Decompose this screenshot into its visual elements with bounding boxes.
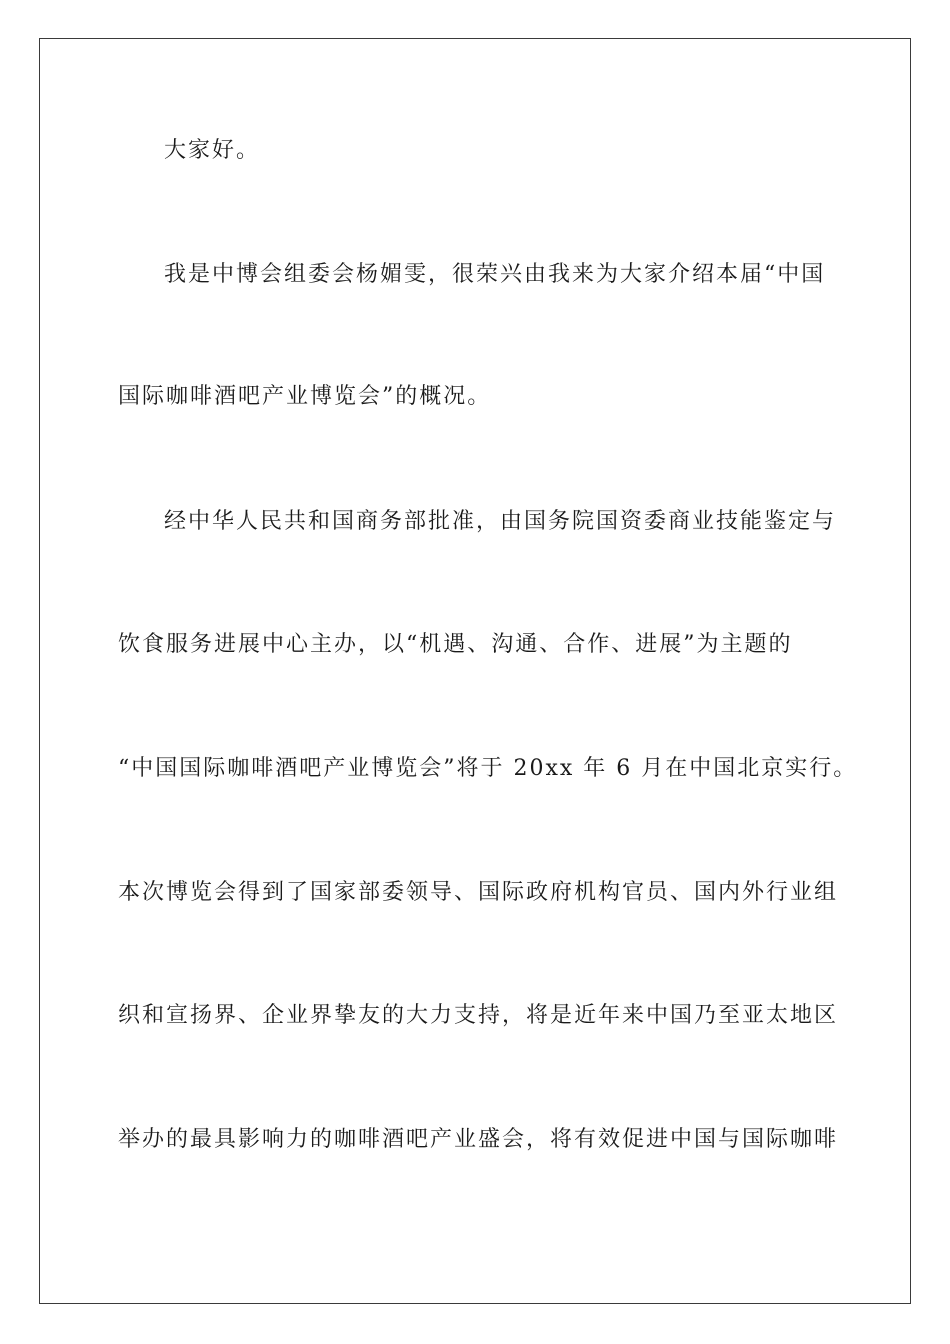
paragraph-intro-line-1: 我是中博会组委会杨媚雯，很荣兴由我来为大家介绍本届“中国 (164, 262, 826, 287)
paragraph-greeting: 大家好。 (164, 138, 261, 163)
page-border (39, 38, 911, 1304)
paragraph-body-line-2: 饮食服务进展中心主办，以“机遇、沟通、合作、进展”为主题的 (118, 632, 793, 657)
paragraph-intro-line-2: 国际咖啡酒吧产业博览会”的概况。 (118, 384, 492, 409)
paragraph-body-line-1: 经中华人民共和国商务部批准，由国务院国资委商业技能鉴定与 (164, 509, 837, 534)
paragraph-body-line-5: 织和宣扬界、企业界挚友的大力支持，将是近年来中国乃至亚太地区 (118, 1003, 839, 1028)
paragraph-body-line-4: 本次博览会得到了国家部委领导、国际政府机构官员、国内外行业组 (118, 880, 839, 905)
paragraph-body-line-6: 举办的最具影响力的咖啡酒吧产业盛会，将有效促进中国与国际咖啡 (118, 1127, 839, 1152)
paragraph-body-line-3: “中国国际咖啡酒吧产业博览会”将于 20xx 年 6 月在中国北京实行。 (118, 756, 858, 781)
